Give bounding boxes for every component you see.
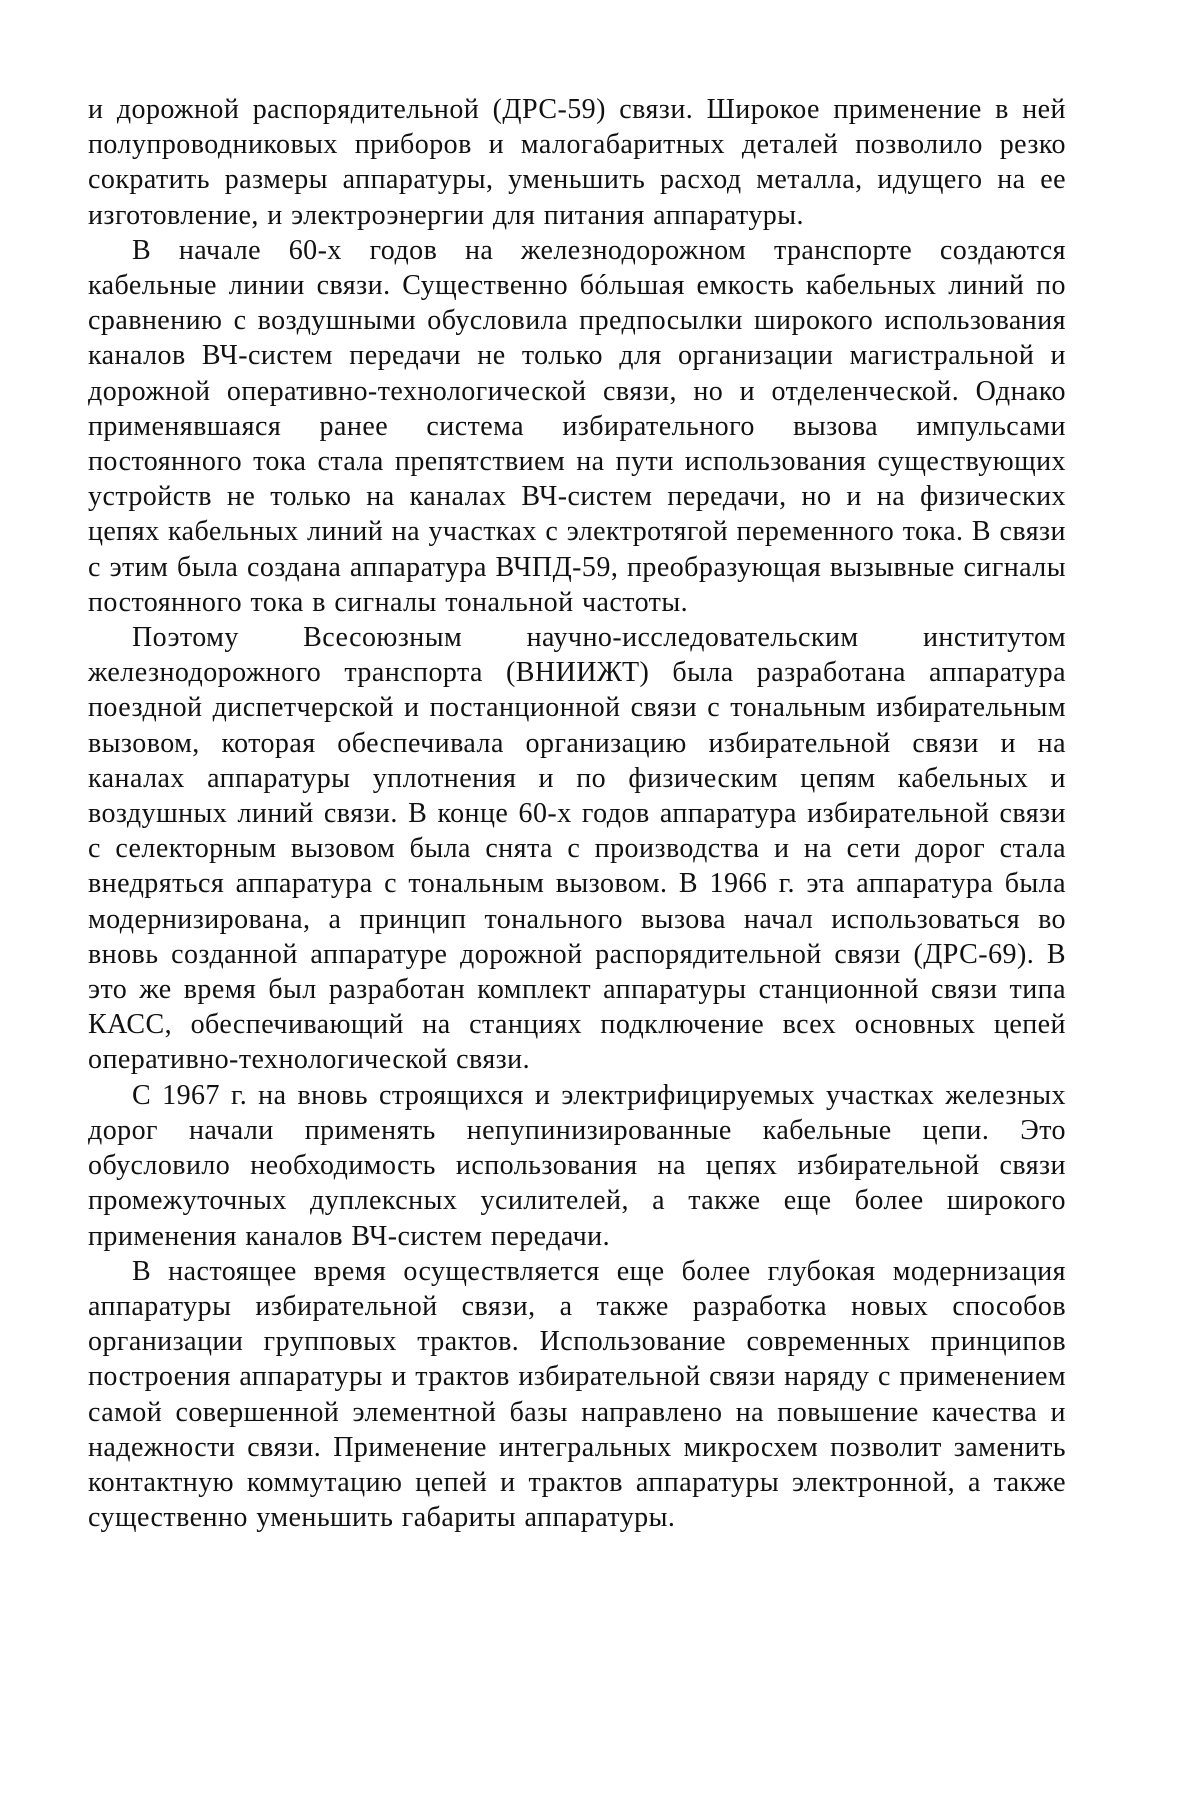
paragraph-2: В начале 60-х годов на железнодорожном транспорте создаются кабельные линии связи. Существенно бóльшая емкость кабельных линий по сравнению с воздушными обусловила предпосылки широкого использования каналов ВЧ-систем передачи не только для организации магистральной и дорожной оперативно-технологической связи, но и отделенческой. Однако применявшаяся ранее система избирательного вызова импульсами постоянного тока стала препятствием на пути использования существующих устройств не только на каналах ВЧ-систем передачи, но и на физических цепях кабельных линий на участках с электротягой переменного тока. В связи с этим была создана аппаратура ВЧПД-59, преобразующая вызывные сигналы постоянного тока в сигналы тональной частоты. <box>88 233 1066 620</box>
paragraph-1: и дорожной распорядительной (ДРС-59) связи. Широкое применение в ней полупроводниковых приборов и малогабаритных деталей позволило резко сократить размеры аппаратуры, уменьшить расход металла, идущего на ее изготовление, и электроэнергии для питания аппаратуры. <box>88 92 1066 233</box>
paragraph-4: С 1967 г. на вновь строящихся и электрифицируемых участках железных дорог начали применять непупинизированные кабельные цепи. Это обусловило необходимость использования на цепях избирательной связи промежуточных дуплексных усилителей, а также еще более широкого применения каналов ВЧ-систем передачи. <box>88 1078 1066 1254</box>
paragraph-5: В настоящее время осуществляется еще более глубокая модернизация аппаратуры избирательной связи, а также разработка новых способов организации групповых трактов. Использование современных принципов построения аппаратуры и трактов избирательной связи наряду с применением самой совершенной элементной базы направлено на повышение качества и надежности связи. Применение интегральных микросхем позволит заменить контактную коммутацию цепей и трактов аппаратуры электронной, а также существенно уменьшить габариты аппаратуры. <box>88 1254 1066 1536</box>
page-body <box>88 92 1066 1535</box>
paragraph-3: Поэтому Всесоюзным научно-исследовательским институтом железнодорожного транспорта (ВНИИЖТ) была разработана аппаратура поездной диспетчерской и постанционной связи с тональным избирательным вызовом, которая обеспечивала организацию избирательной связи и на каналах аппаратуры уплотнения и по физическим цепям кабельных и воздушных линий связи. В конце 60-х годов аппаратура избирательной связи с селекторным вызовом была снята с производства и на сети дорог стала внедряться аппаратура с тональным вызовом. В 1966 г. эта аппаратура была модернизирована, а принцип тонального вызова начал использоваться во вновь созданной аппаратуре дорожной распорядительной связи (ДРС-69). В это же время был разработан комплект аппаратуры станционной связи типа КАСС, обеспечивающий на станциях подключение всех основных цепей оперативно-технологической связи. <box>88 620 1066 1078</box>
